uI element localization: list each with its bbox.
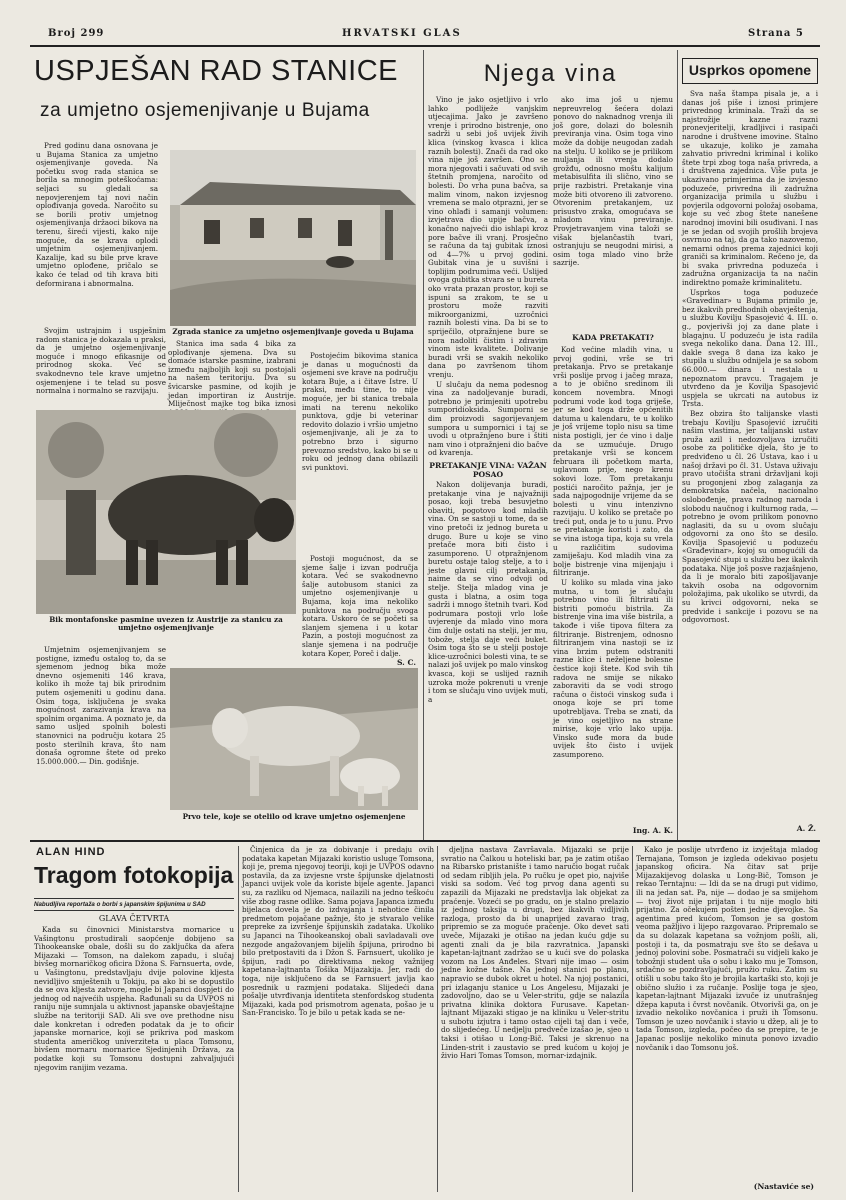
column-divider	[437, 846, 438, 1192]
article4-column	[636, 846, 818, 1180]
article1-text-block	[302, 555, 418, 660]
column-divider	[423, 50, 424, 840]
photo1-caption: Zgrada stanice za umjetno osjemenjivanje goveda u Bujama	[172, 327, 414, 336]
article4-column	[242, 846, 434, 1190]
article1-paragraph: Umjetnim osjemenjivanjem se postigne, između ostalog to, da se sjemenom jednog bika može dnevno osjemeniti 146 krava, koliko ih može taj bik prirodnim putem osjemeniti u godinu dana. Osim toga, isključena je svaka mogućnost zarazivanja krava na spolnim organima. A poznato je, da samo usljed spolnih bolesti stanovnici na području kotara 25 posto sterilnih krava, što nam donaša ogromne štete od preko 15.000.000.— Din. godišnje.	[36, 645, 166, 766]
article4-paragraph: Kako je poslije utvrđeno iz izvještaja mladog Ternajana, Tomson je izgleda odekivao posjetu japanskog oficira. Na čitav sat prije Mijazakijevog dolaska u Long-Bič, Tomson je rekao Terntajnu: — Idi da se na drugi put vidimo, ili na jedan sat. Pa, nije — dodao je sa smijehom — tvoj život nije prijatan i tu nije moglo biti prijatno. Za očekujem pošten jedne djevojke. Sa agentima pred kućom, Tomson je sa gostom veoma pažljivo i lijepo razgovarao. Pripremalo se da su dolazak kapetana sa vožnjom pošli, ali, postoji i ta, da posmatraju sve što se dešava u jednoj polovini sobe. Posmatrači su vidjeli kako je tobožnji student uša o sobu i kako mu je Tomson, srdačno se pozdravljajući, pružio ruku. Zatim su otišli u sobu tako što je brojila kartaški sto, koji je obično služio i za ručanje. Poslije toga je sjeo, kapetan-lajtnant Mijazaki izvuče iz unutrašnjeg džepa kaputa i čvrst novčanik. Otvorivši ga, on je izvadio nekoliko novčanica i pruži ih Tomsonu. Tomson je uzeo novčanik i stavio u džep, ali je to tada Tomson, izgleda, počeo da se prepire, te je Japanac poslije nekoliko minuta ponovo izvadio novčanik i dao Tomsonu još.	[636, 845, 818, 1052]
article1-paragraph: Svojim ustrajnim i uspješnim radom stanica je dokazala u praksi, da je umjetno osjemenjivanje moguće i mnogo efikasnije od prirodnog skoka. Već se svakodnevno tele krave umjetno osjemenjene i te telad su posve normalna i normalno se razvijaju.	[36, 326, 166, 396]
article4-chapter: GLAVA ČETVRTA	[98, 914, 170, 923]
page-number: Strana 5	[748, 28, 804, 39]
article2-paragraph: U slučaju da nema podesnog vina za nadoljevanje buradi, potrebno je primjeniti upotrebu sumporidioksida. Sumporni se dim proizvodi sagorijevanjem sumpora u sumpornici i taj se uvodi u otpražnjeno bure i štiti nam vino i otpražnjeni dio bačve od kvarenja.	[428, 379, 548, 458]
header-rule	[30, 45, 820, 47]
bull-photo	[36, 410, 296, 614]
article1-text-block	[302, 352, 418, 552]
article2-subheading: KADA PRETAKATI?	[572, 333, 654, 342]
article3-body	[682, 90, 818, 820]
article1-subtitle: za umjetno osjemenjivanje u Bujama	[40, 100, 370, 121]
article2-column	[428, 95, 548, 704]
article4-title: Tragom fotokopija	[34, 862, 234, 888]
article4-paragraph: Činjenica da je za dobivanje i predaju ovih podataka kapetan Mijazaki koristio usluge Tomsona, koji je, prema njegovoj teoriji, koji je UVPOS odavno postavila, da za izvjesne vrste špijunske djelatnosti Japanci uvijek vole da koriste bijele agente. Japanci su, za razliku od Njemaca, nailazili na jedno teškoću više zbog rasne odlike. Sama pojava Japanca između bijelaca dovela je do izdvajanja i nehotice činila predmetom pojačane pažnje, što je stvaralo velike prepreke za izvršenje špijunskih zadataka. Ukoliko su Japanci na Tihookeanskoj obali savladavali ove nezgode angažovanjem bijelih špijuna, prirodno bi bilo pretpostaviti da i Džon S. Farnsuert, ukoliko je špijun, radi po direktivama nekog važnijeg kapetana-lajtnanta Tošika Mijazakija. Jer, radi do toga, nije isključeno da se Farnsuert javlja kao posrednik u razmjeni podataka. Slijedeći dana pošalje utvrđivanja identiteta stenfordskog studenta Mijazaki, kada pod prismotrom agenata, pošao je u San-Francisko. To je bilo u petak kada se ne-	[242, 845, 434, 1018]
article4-paragraph: djeljna nastava Završavala. Mijazaki se prije svratio na Čalkou u hoteliski bar, pa je zatim otišao na Ribarsko pristanište i tamo naručio bogat ručak od sedam ribljih jela. Po ručku je opet pio, najviše viski sa sodom. Već tog prvog dana agenti su zapazili da Mijazaki ne predstavlja lak objekat za praćenje. Vozeći se po gradu, on je stalno prelazio iz jednog taksija u drugi, bez ikakvih vidljivih razloga, prosto da bi unaprijed zavarao trag, pripremio se za moguće praćenje. Oko devet sati uveče, Mijazaki je otišao na jedan kuću gdje su agenti znali da je bila razvratnica. Japanski kapetan-lajtnant zadržao se u kući sve do polaska vozom na Los Anđeles. Stvari nije imao — osim jedne kožne tašne. Na jednoj stanici po planu, napravio se dubok okret u hotel. Na njoj postanici, pri izlaganju stanice u Los Angelesu, Mijazaki je zadovoljno, dao se u Veler-stritu, gdje se nalazila privatna klinika doktora Furusave. Kapetan-lajtnant Mijazaki stigao je na kliniku u Veler-stritu u subotu izjutra i tamo ostao cijeli taj dan i veče, do slijedećeg. U nedjelju predveče izašao je, sjeo u taksi i otišao u Long-Bič. Taksi je skrenuo na Linden-strit i zaustavio se pred kućom u kojoj je živio Hari Tomas Tomson, mornar-izdajnik.	[441, 845, 629, 1061]
article2-paragraph: U koliko su mlada vina jako mutna, u tom je slučaju potrebno vino ili filtrirati ili bistriti pomoću bistrila. Za bistrenje vina ima više bistrila, a takođe i više tipova filtera za filtriranje. Bistrenjem, odnosno filtriranjem vina nastoji se iz vina brzim putem odstraniti razne klice i neželjene bolesne čestice koji štete. Kod svih tih radova ne smije se nikako zaboraviti da se vodi strogo računa o čistoći vinskog suđa i onoga koje se pri tome upotrebljava. Treba se znati, da je vino osjetljivo na strane mirise, koje vrlo lako upija. Vinsko suđe mora da bude uvijek što čisto i uvijek zasumporeno.	[553, 578, 673, 759]
article2-column	[553, 96, 673, 324]
article4-paragraph: Kada su činovnici Ministarstva mornarice u Vašingtonu prostudirali saopćenje dobijeno sa Tihookeanske obale, došli su do zaključka da afera Mijazaki — Tomson, na dalekom zapadu, i slučaj bivšeg mornaričkog oficira Džona S. Farnsuerta, ovde, u Vašingtonu, predstavljaju dvije polovine kljesta nevidljivo smještenih u Tokiju, pa ako bi se dopustilo da se ova kljesta zatvore, mogle bi Japanci dospjeti do jednog od najvećih uspjeha. Rađunali su da UVPOS ni raniju nije sumnjala u aktivnost japanske obavještajne službe na teritoriji SAD. Ali sve ove prethodne nisu dale konkretan i određen podatak da je to oficir japanske mornarice, koji se prikriva pod maskom studenta američkog univerziteta u placa Tomsonu, bivšem mornaru mornarice Sjedinjenih Država, za podatke koji su Tomsonu dostupni zahvaljujući njegovim ranijim vezama.	[34, 925, 234, 1072]
article2-signature: Ing. A. K.	[632, 826, 673, 835]
article3-paragraph: Sva naša štampa pisala je, a i danas još piše i iznosi primjere privrednog kriminala. Traži da se najstrožije kazne razni pronevjeritelji, kradljivci i rasipači narodne i društvene imovine. Stalno se ukazuje, koliko je zamaha zahvatio privredni kriminal i koliko štete trpi zbog toga naša privreda, a i društvena zajednica. Više puta je ukazivano primjerima da je izvjesno poduzeće, privredna ili zadružna organizacija primila u službu i povjerila odgovorni položaj osobama, koje su već zbog štete nanešene narodnoj imovini bili osuđivani. I nas je se jedan od svojih prošlih brojeva osvrnuo na taj, da ga tako nazovemo, nemarni odnos prema zajednici koji graniči sa kriminalom. Rečeno je, da bi svaka privredna poduzeća i zadružna organizacija ta na način indirektno pomaže kriminalitetu.	[682, 89, 818, 288]
article3-signature: A. Ž.	[796, 824, 816, 833]
article4-continuation: (Nastaviće se)	[753, 1182, 814, 1191]
article3-title: Usprkos opomene	[688, 62, 812, 78]
article2-paragraph: Nakon dolijevanja buradi, pretakanje vina je najvažniji posao, koji treba besuvjetno obaviti, pogotovo kod mladih vina. On se sastoji u tome, da se vino pretoči iz jednog bureta u drugo. Bure u koje se vino pretače mora biti čisto i zasumporeno. U otpražnjenom buretu ostaje talog stelje, a to i jeste glavni cilj pretakanja, naime da se vino odvoji od stelje. Stelja mladog vina je gusta i blatna, a osim toga sadrži i mnogo štetnih tvari. Kod podrumara postoji vrlo loše uvjerenje da mlado vino mora čim dulje ostati na stelji, jer mu, tobože, stelja daje veći buket. Osim toga što se u stelji postoje klice-uzročnici bolesti vina, te se nalazi još uvijek po malo vinskog kvasca, koji se uslijed raznih uzroka može pokrenuti u vrenje i tom se slučaju vino uvijek muti, a	[428, 479, 548, 704]
article2-subheading: PRETAKANJE VINA: VAŽAN POSAO	[429, 460, 547, 479]
article1-text-block	[36, 327, 166, 413]
calf-photo	[170, 668, 418, 810]
issue-number: Broj 299	[48, 28, 105, 39]
article1-paragraph: Pred godinu dana osnovana je u Bujama Stanica za umjetno osjemenjivanje goveda. Na početku svog rada stanica se borila sa mnogim poteškoćama: seljaci su gledali sa nepovjerenjem taj novi način oplođivanja goveda. Naročito su se borili protiv umjetnog osjemenjivanja držaoci bikova na terenu, šireći vijesti, kako nije moguće, da se krava oplodi umjetnim osjemenjivanjem. Kazalije, kad su bile prve krave umjetno oplođene, pričalo se kako će telad od tih krava biti deformirana i abnormalna.	[36, 141, 158, 288]
article2-title: Njega vina	[483, 60, 618, 87]
article2-paragraph: ako ima još u njemu nepreuvrelog šećera dolazi ponovo do naknadnog vrenja ili još gore, dolazi do bolesnih previranja vina. Osim toga vino može da dobije neugodan zadah na stelju. U koliko se je prilikom muljanja ili vrenja dodalo grožđu, odnosno moštu kalijum metabisulfita ili slično, vino se prije razbistri. Pretakanje vina može biti otvoreno ili zatvoreno. Otvorenim pretakanjem, uz prisustvo zraka, omogućava se mladom vinu previranje. Provjetravanjem vina taloži se višak bjelančastih tvari, ostranjuju se neugodni mirisi, a osim toga mlado vino brže sazrije.	[553, 95, 673, 268]
section-rule	[30, 840, 820, 842]
column-divider	[238, 846, 239, 1192]
article1-signature: S. C.	[396, 658, 416, 667]
article4-author: ALAN HIND	[36, 846, 106, 858]
article1-paragraph: Postojećim bikovima stanica je danas u mogućnosti da osjemeni sve krave na području kotara Buje, a i čitave Istre. U praksi, među time, to nije moguće, jer bi stanica trebala imati na terenu nekoliko punktova, gdje bi veterinar redovito dolazio i vršio umjetno osjemenjivanje, ali je za to potrebno brzo i sigurno prevozno sredstvo, kako bi se u roku od jednog dana obilazili svi punktovi.	[302, 351, 418, 472]
article1-paragraph: Postoji mogućnost, da se sjeme šalje i izvan područja kotara. Već se svakodnevno šalje autobusom stanici za umjetno osjemenjivanje u Bujama, koja ima nekoliko punktova na području svoga kotara. Uskoro će se početi sa slanjem sjemena i u kotar Pazin, a postoji mogućnost za slanje sjemena i na područje kotara Koper, Poreč i dalje.	[302, 554, 418, 658]
article4-column	[441, 846, 629, 1190]
photo3-caption: Prvo tele, koje se otelilo od krave umjetno osjemenjene	[182, 812, 406, 821]
article3-paragraph: Bez obzira što talijanske vlasti trebaju Kovilju Spasojević izručiti našim vlastima, jer talijanski ustav pruža azil i nedozvoljava izručiti osobe za političke djela, što je to predviđeno u čl. 26 Ustava, kao i u našoj državi po čl. 31. Ustava uživaju pravo utočišta strani državljani koji su progonjeni zbog zalaganja za demokratska načela, nacionalno oslobođenje, prava radnog naroda i slobodu naučnog i kulturnog rada, — potrebno je ovom prilikom ponovno naglasiti, da su u ovom slučaju odgovorni za ono što se desilo. Kovilja Spasojević u poduzeću «Građevinar», kojoj su omogućili da Spasojević stupi u službu bez ikakvih podataka. Nije još posve razjašnjeno, da li je moralo biti zapošljavanje takvih osoba na odgovornim položajima, pak ukoliko se utvrdi, da su krivci odgovorni, neka se predvide i sankcije i pozovu se na odgovornost.	[682, 408, 818, 625]
article1-text-block	[36, 646, 166, 808]
article2-paragraph: Vino je jako osjetljivo i vrlo lahko podliježe vanjskim utjecajima. Jako je završeno vrenje i prirodno bistrenje, ono sadrži u sebi još uvijek živih klica (vinskog kvasca i klica raznih bolesti). Znači da rad oko vina nije još završen. Ono se mora njegovati i sačuvati od svih štetnih promjena, naročito od bolesti. Do vrha puna bačva, sa malim vinom, nakon izvjesnog vremena se malo otprazni, jer se vino ohlađi i samanji volumen: izvjetrava dio upije bačva, a konačno najveći dio ishlapi kroz pore bačve ili vranj. Prosječno se računa da taj gubitak iznosi od 4—7% u prvoj godini. Gubitak vina je u suvišni i toplijim podrumima veći. Uslijed ovoga gubitka stvara se u bureta oko vrata prazan prostor, koji se ispuni sa zrakom, te se u prostoru može razviti mikroorganizmi, uzročnici raznih bolesti vina. Da bi se to spriječilo, otpražnjene bure se nora nadoliti čistim i zdravim vinom iste kvalitete. Dolivanje buradi vrši se svakih nekoliko dana po završenom tihom vrenju.	[428, 95, 548, 379]
article2-column	[553, 346, 673, 824]
article3-paragraph: Usprkos toga poduzeće «Gravedinar» u Bujama primilo je, bez ikakvih predhodnih obavještenja, u službu Kovilju Spasojević 4. III. o. g., povjerivši joj za dane plate i blagajnu. U poduzeću je ista radila svega nekoliko dana. Dana 12. III., dakle svega 8 dana iza kako je stupila u službu odnijela je sa sobom 66.000.— dinara i nestala u nepoznatom pravcu. Tragajem je utvrđeno da je Kovilja Spasojević uspjela se ukrcati na autobus iz Trsta.	[682, 287, 818, 409]
article1-text-block	[168, 340, 296, 410]
station-building-photo	[170, 150, 416, 326]
article1-paragraph: Stanica ima sada 4 bika za oplođivanje sjemena. Dva su domaće istarske pasmine, izabrani između najboljih koji su postojali na našem teritoriju. Dva su švicarske pasmine, od kojih je jedan importiran iz Austrije. Mliječnost majke tog bika iznosi	[168, 339, 296, 409]
column-divider	[677, 50, 678, 840]
article4-column	[34, 926, 234, 1190]
newspaper-name: HRVATSKI GLAS	[342, 28, 462, 39]
article1-title: USPJEŠAN RAD STANICE	[34, 55, 398, 87]
article4-subtitle: Nabudljiva reportaža o borbi s japanskim špijunima u SAD	[34, 898, 234, 911]
column-divider	[632, 846, 633, 1192]
article2-paragraph: Kod većine mladih vina, u prvoj godini, vrše se tri pretakanja. Prvo se pretakanje vrši poslije prvog i jačeg mraza, a to je obično sredinom ili koncem novembra. Mnogi podrumi vode kod toga griješe, jer se kod toga drže općenitih datuma u kalendaru, te u koliko je još vrijeme toplo nisu sa time nista postigli, jer će vino i dalje da se uzmućuje. Drugo pretakanje vrši se koncem februara ili početkom marta, uglavnom prije, nego krenu sokovi loze. Tom pretakanju postići naročito pažnja, jer je sada najpogodnije vrijeme da se bolesti u vinu intenzivno razvijaju. U koliko se pretače po treći put, onda je to u junu. Prvo se pretakanje koristi i zato, da se vina istoga tipa, koja su vrela u različitim sudovima zamiješaju. Kod mladih vina za bolje bistrenje vina mijenjaju i filtriranje.	[553, 345, 673, 578]
article1-intro	[36, 142, 158, 326]
photo2-caption: Bik montafonske pasmine uvezen iz Austrije za stanicu za umjetno osjemenjivanje	[49, 615, 283, 632]
